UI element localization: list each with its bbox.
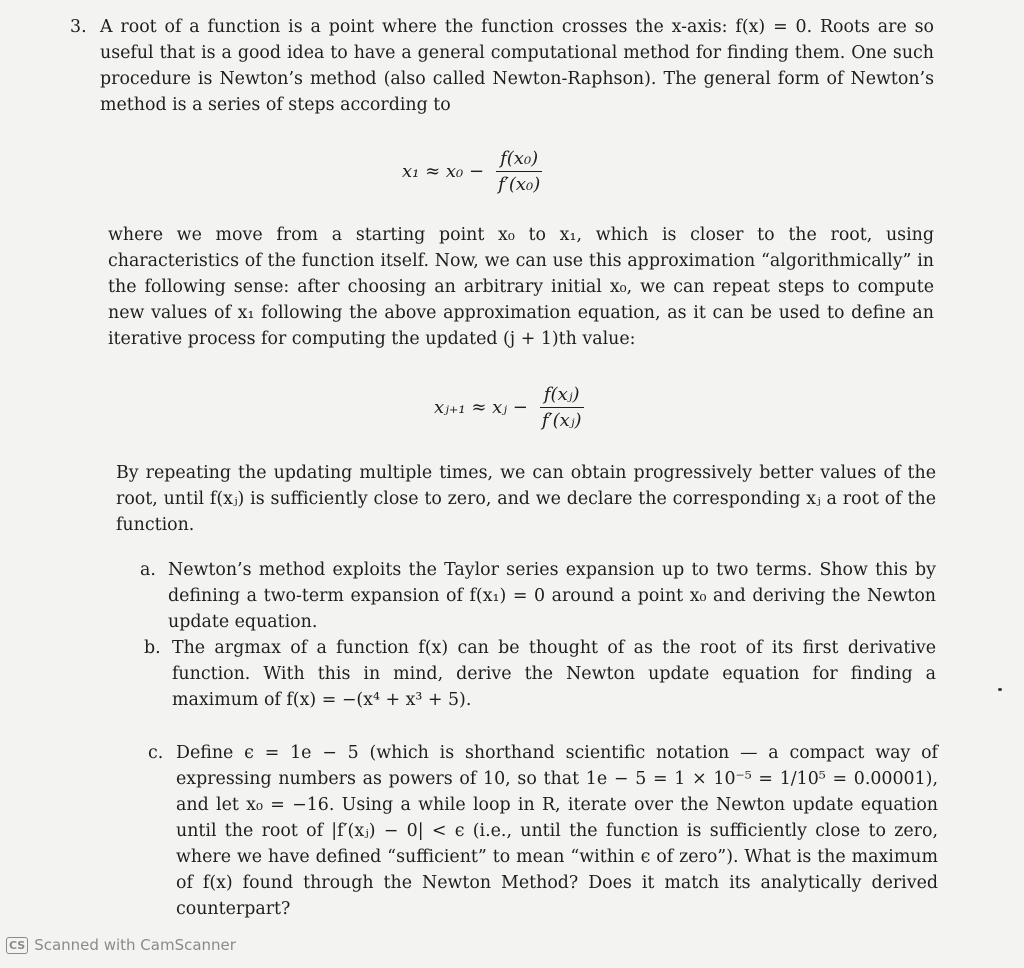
middle-paragraph xyxy=(108,222,934,352)
problem-number: 3. xyxy=(70,17,87,37)
closing-text: By repeating the updating multiple times, we can obtain progressively better values of the root, until f(xⱼ) is sufficiently close to zero, and we declare the corresponding xⱼ a root of the function. xyxy=(116,463,936,535)
item-a xyxy=(140,557,936,635)
problem-intro xyxy=(70,14,934,118)
eq2-denominator: f′(xⱼ) xyxy=(541,410,582,431)
eq2-lhs: xⱼ₊₁ ≈ xⱼ − xyxy=(434,397,528,418)
item-c xyxy=(148,740,938,922)
item-b-label: b. xyxy=(144,638,161,658)
eq1-lhs: x₁ ≈ x₀ − xyxy=(402,161,485,182)
closing-paragraph xyxy=(116,460,936,538)
eq1-denominator: f′(x₀) xyxy=(498,174,541,195)
scan-speck xyxy=(998,688,1002,691)
watermark-text: Scanned with CamScanner xyxy=(34,936,236,954)
item-c-label: c. xyxy=(148,743,164,763)
item-b xyxy=(144,635,936,713)
eq2-numerator: f(xⱼ) xyxy=(540,384,584,408)
item-b-text: The argmax of a function f(x) can be thought of as the root of its first derivative function. With this in mind, derive the Newton update equation for finding a maximum of f(x) = −(x⁴ + x³ + 5). xyxy=(172,638,936,710)
intro-text: A root of a function is a point where the function crosses the x-axis: f(x) = 0. Roots are so useful that is a good idea to have a general computational method for finding them. One such procedure is Newton’s method (also called Newton-Raphson). The general form of Newton’s method is a series of steps according to xyxy=(100,17,934,115)
item-c-text: Define ϵ = 1e − 5 (which is shorthand scientific notation — a compact way of expressing numbers as powers of 10, so that 1e − 5 = 1 × 10⁻⁵ = 1/10⁵ = 0.00001), and let x₀ = −16. Using a while loop in R, iterate over the Newton update equation until the root of |f′(xⱼ) − 0| < ϵ (i.e., until the function is sufficiently close to zero, where we have defined “sufficient” to mean “within ϵ of zero”). What is the maximum of f(x) found through the Newton Method? Does it match its analytically derived counterpart? xyxy=(176,743,938,919)
middle-text: where we move from a starting point x₀ to x₁, which is closer to the root, using characteristics of the function itself. Now, we can use this approximation “algorithmically” in the following sense: after choosing an arbitrary initial x₀, we can repeat steps to compute new values of x₁ following the above approximation equation, as it can be used to define an iterative process for computing the updated (j + 1)th value: xyxy=(108,225,934,349)
camscanner-logo: CS xyxy=(6,937,28,954)
equation-2 xyxy=(434,384,586,431)
eq2-fraction xyxy=(538,384,586,431)
item-a-label: a. xyxy=(140,560,156,580)
item-a-text: Newton’s method exploits the Taylor series expansion up to two terms. Show this by defining a two-term expansion of f(x₁) = 0 around a point x₀ and deriving the Newton update equation. xyxy=(168,560,936,632)
scanner-watermark xyxy=(6,936,236,954)
eq1-numerator: f(x₀) xyxy=(496,148,542,172)
eq1-fraction xyxy=(494,148,544,195)
equation-1 xyxy=(402,148,544,195)
